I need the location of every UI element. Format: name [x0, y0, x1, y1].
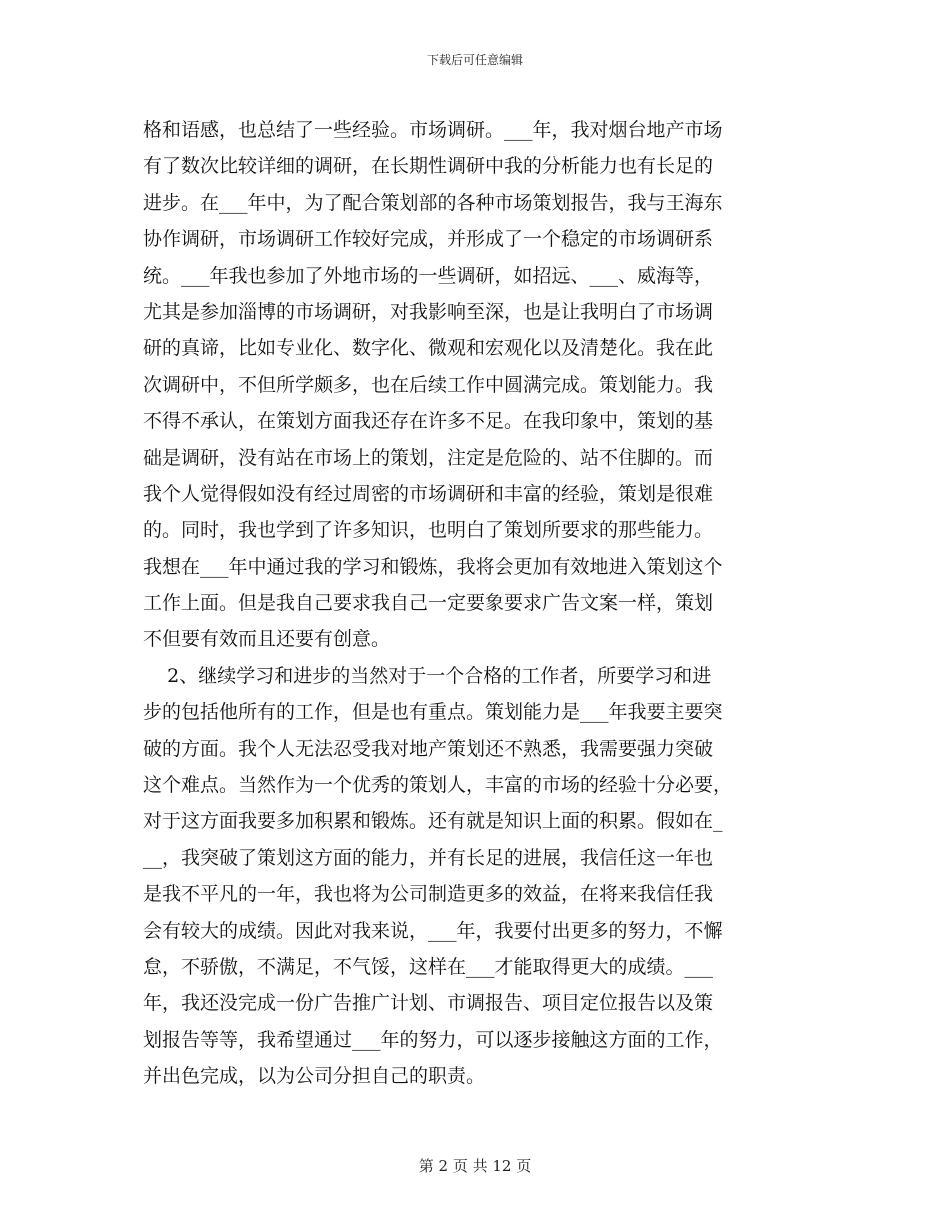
page-header: 下载后可任意编辑: [426, 53, 523, 67]
text-line: 年，我还没完成一份广告推广计划、市调报告、项目定位报告以及策: [143, 992, 714, 1015]
text-line: 不但要有效而且还要有创意。: [143, 628, 391, 651]
text-line: 我个人觉得假如没有经过周密的市场调研和丰富的经验，策划是很难: [143, 482, 714, 505]
text-line: 统。___年我也参加了外地市场的一些调研，如招远、___、威海等，: [143, 264, 714, 287]
text-line: 会有较大的成绩。因此对我来说，___年，我要付出更多的努力，不懈: [143, 919, 723, 942]
text-line: 我想在___年中通过我的学习和锻炼，我将会更加有效地进入策划这个: [143, 555, 723, 578]
text-line: 不得不承认，在策划方面我还存在许多不足。在我印象中，策划的基: [143, 410, 714, 433]
text-line: 协作调研，市场调研工作较好完成，并形成了一个稳定的市场调研系: [143, 228, 714, 251]
text-line: 步的包括他所有的工作，但是也有重点。策划能力是___年我要主要突: [143, 701, 723, 724]
text-line: 工作上面。但是我自己要求我自己一定要象要求广告文案一样，策划: [143, 592, 714, 615]
text-line: 有了数次比较详细的调研，在长期性调研中我的分析能力也有长足的: [143, 155, 714, 178]
page-number: 第 2 页 共 12 页: [418, 1157, 532, 1175]
text-line: 进步。在___年中，为了配合策划部的各种市场策划报告，我与王海东: [143, 191, 723, 214]
text-line: 划报告等等，我希望通过___年的努力，可以逐步接触这方面的工作，: [143, 1028, 723, 1051]
text-line: 这个难点。当然作为一个优秀的策划人，丰富的市场的经验十分必要，: [143, 774, 733, 797]
text-line: 怠，不骄傲，不满足，不气馁，这样在___才能取得更大的成绩。___: [143, 955, 714, 978]
text-line: __，我突破了策划这方面的能力，并有长足的进展，我信任这一年也: [143, 846, 714, 869]
text-line: 对于这方面我要多加积累和锻炼。还有就是知识上面的积累。假如在_: [143, 810, 723, 833]
text-line: 2、继续学习和进步的当然对于一个合格的工作者，所要学习和进: [143, 664, 712, 687]
text-line: 尤其是参加淄博的市场调研，对我影响至深，也是让我明白了市场调: [143, 300, 714, 323]
text-line: 的。同时，我也学到了许多知识，也明白了策划所要求的那些能力。: [143, 519, 714, 542]
text-line: 研的真谛，比如专业化、数字化、微观和宏观化以及清楚化。我在此: [143, 337, 714, 360]
text-line: 并出色完成，以为公司分担自己的职责。: [143, 1065, 486, 1088]
text-line: 础是调研，没有站在市场上的策划，注定是危险的、站不住脚的。而: [143, 446, 714, 469]
text-line: 次调研中，不但所学颇多，也在后续工作中圆满完成。策划能力。我: [143, 373, 714, 396]
document-body: [143, 112, 813, 1095]
text-line: 破的方面。我个人无法忍受我对地产策划还不熟悉，我需要强力突破: [143, 737, 714, 760]
text-line: 是我不平凡的一年，我也将为公司制造更多的效益，在将来我信任我: [143, 883, 714, 906]
text-line: 格和语感，也总结了一些经验。市场调研。___年，我对烟台地产市场: [143, 119, 723, 141]
